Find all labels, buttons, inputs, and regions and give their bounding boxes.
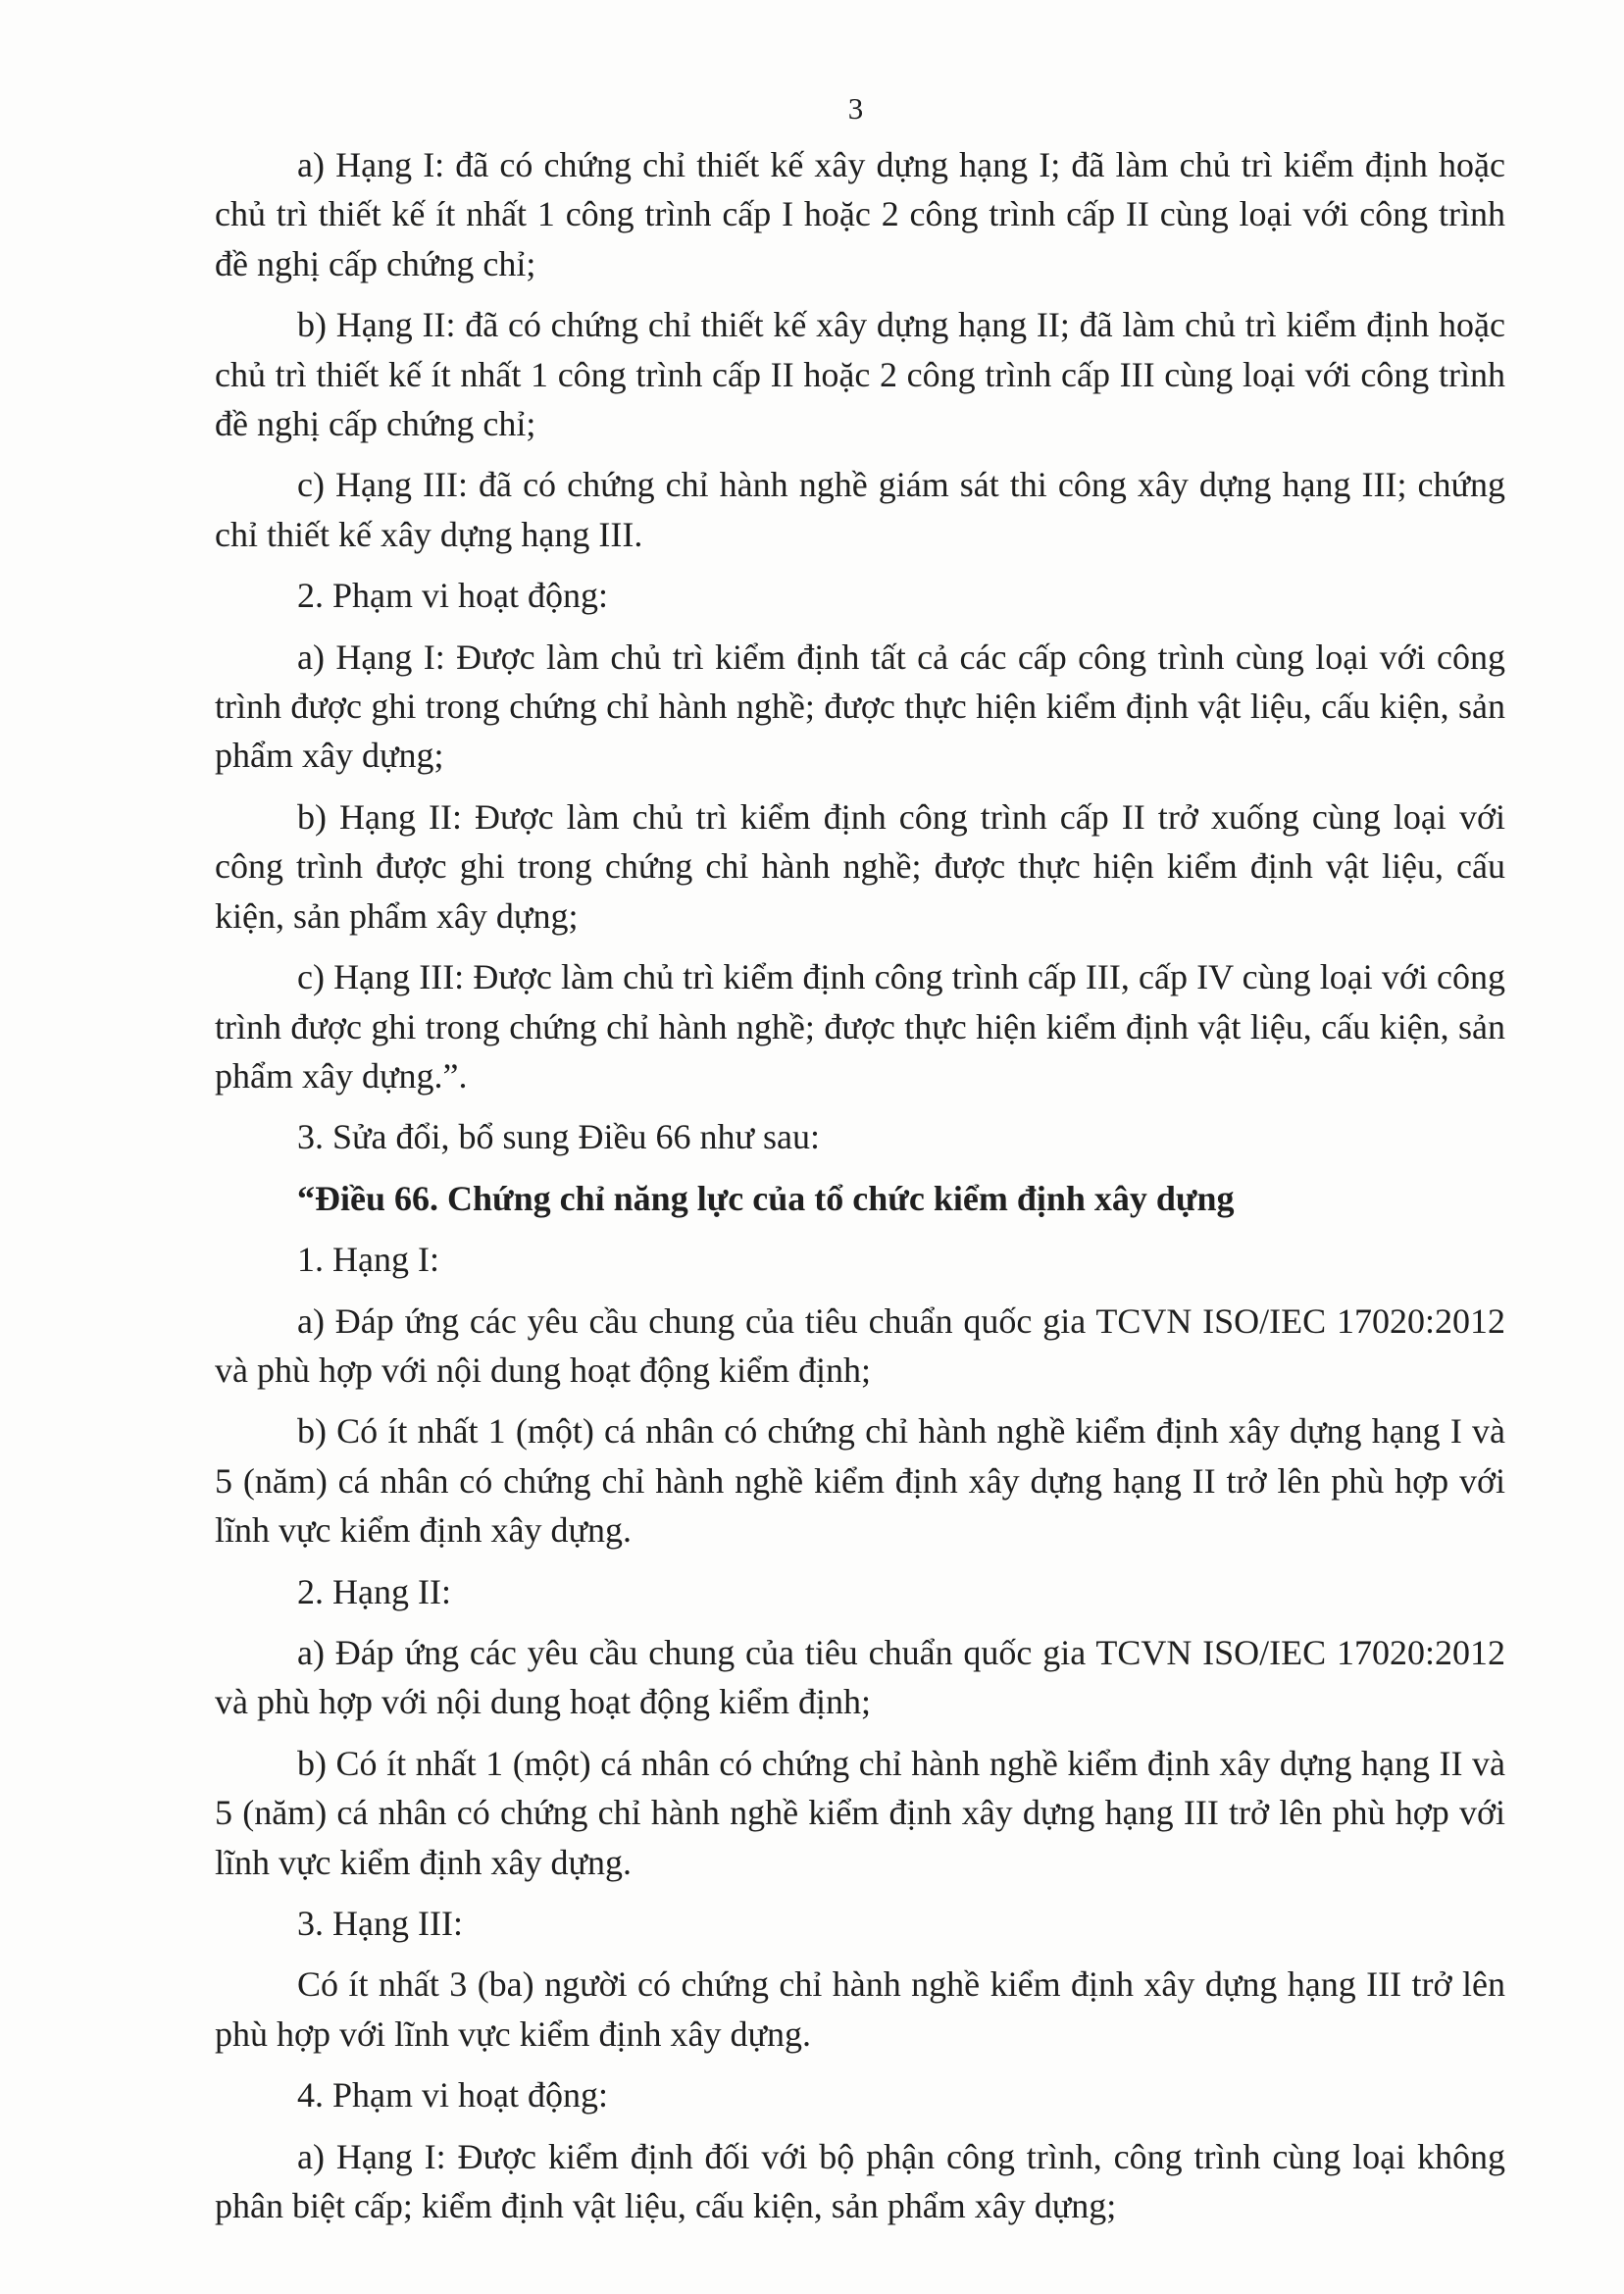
section-2a: a) Đáp ứng các yêu cầu chung của tiêu chuẩn quốc gia TCVN ISO/IEC 17020:2012 và phù hợp với nội dung hoạt động kiểm định;: [215, 1632, 1505, 1722]
paragraph-2c-hang-iii: c) Hạng III: Được làm chủ trì kiểm định công trình cấp III, cấp IV cùng loại với công trình được ghi trong chứng chỉ hành nghề; được thực hiện kiểm định vật liệu, cấu kiện, sản phẩm xây dựng.”.: [215, 957, 1505, 1096]
section-1b: b) Có ít nhất 1 (một) cá nhân có chứng chỉ hành nghề kiểm định xây dựng hạng I và 5 (năm) cá nhân có chứng chỉ hành nghề kiểm định xây dựng hạng II trở lên phù hợp với lĩnh vực kiểm định xây dựng.: [215, 1411, 1505, 1551]
paragraph-1a-hang-i: a) Hạng I: đã có chứng chỉ thiết kế xây dựng hạng I; đã làm chủ trì kiểm định hoặc chủ trì thiết kế ít nhất 1 công trình cấp I hoặc 2 công trình cấp II cùng loại với công trình đề nghị cấp chứng chỉ;: [215, 145, 1505, 283]
article-66-heading: “Điều 66. Chứng chỉ năng lực của tổ chức kiểm định xây dựng: [297, 1178, 1235, 1218]
paragraph-1c-hang-iii: c) Hạng III: đã có chứng chỉ hành nghề giám sát thi công xây dựng hạng III; chứng chỉ thiết kế xây dựng hạng III.: [215, 465, 1505, 554]
paragraph-2a-hang-i: a) Hạng I: Được làm chủ trì kiểm định tất cả các cấp công trình cùng loại với công trình được ghi trong chứng chỉ hành nghề; được thực hiện kiểm định vật liệu, cấu kiện, sản phẩm xây dựng;: [215, 637, 1505, 776]
paragraph-2-pham-vi: 2. Phạm vi hoạt động:: [297, 576, 608, 616]
section-3-hang-iii: 3. Hạng III:: [297, 1904, 463, 1943]
section-1a: a) Đáp ứng các yêu cầu chung của tiêu chuẩn quốc gia TCVN ISO/IEC 17020:2012 và phù hợp với nội dung hoạt động kiểm định;: [215, 1300, 1505, 1390]
section-3-body: Có ít nhất 3 (ba) người có chứng chỉ hành nghề kiểm định xây dựng hạng III trở lên phù hợp với lĩnh vực kiểm định xây dựng.: [215, 1964, 1505, 2054]
section-1-hang-i: 1. Hạng I:: [297, 1240, 439, 1280]
paragraph-1b-hang-ii: b) Hạng II: đã có chứng chỉ thiết kế xây dựng hạng II; đã làm chủ trì kiểm định hoặc chủ trì thiết kế ít nhất 1 công trình cấp II hoặc 2 công trình cấp III cùng loại với công trình đề nghị cấp chứng chỉ;: [215, 305, 1505, 444]
page-number: 3: [847, 91, 864, 126]
paragraph-2b-hang-ii: b) Hạng II: Được làm chủ trì kiểm định công trình cấp II trở xuống cùng loại với công trình được ghi trong chứng chỉ hành nghề; được thực hiện kiểm định vật liệu, cấu kiện, sản phẩm xây dựng;: [215, 796, 1505, 936]
section-4-pham-vi: 4. Phạm vi hoạt động:: [297, 2075, 608, 2116]
paragraph-3-sua-doi: 3. Sửa đổi, bổ sung Điều 66 như sau:: [297, 1117, 821, 1157]
section-4a: a) Hạng I: Được kiểm định đối với bộ phận công trình, công trình cùng loại không phân biệt cấp; kiểm định vật liệu, cấu kiện, sản phẩm xây dựng;: [215, 2136, 1505, 2226]
section-2-hang-ii: 2. Hạng II:: [297, 1571, 451, 1611]
section-2b: b) Có ít nhất 1 (một) cá nhân có chứng chỉ hành nghề kiểm định xây dựng hạng II và 5 (năm) cá nhân có chứng chỉ hành nghề kiểm định xây dựng hạng III trở lên phù hợp với lĩnh vực kiểm định xây dựng.: [215, 1743, 1505, 1882]
document-body: [215, 140, 1505, 2242]
